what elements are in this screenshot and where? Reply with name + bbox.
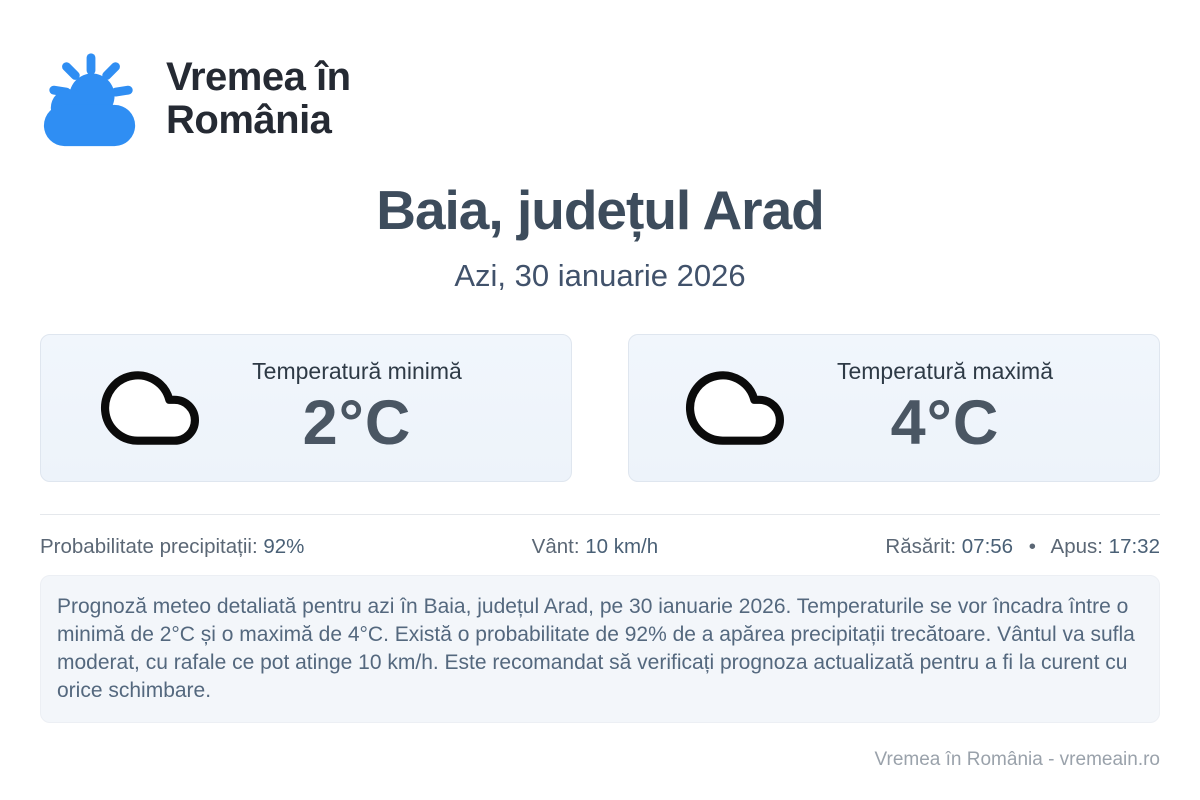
- precipitation-value: 92%: [263, 535, 305, 558]
- sunset-value: 17:32: [1108, 535, 1160, 558]
- forecast-description-box: [40, 575, 1160, 723]
- divider: [40, 514, 1160, 515]
- wind-value: 10 km/h: [585, 535, 659, 558]
- card-min-temperature: [40, 334, 572, 482]
- min-temperature-label: Temperatură minimă: [252, 357, 462, 384]
- wind-label: Vânt:: [531, 535, 580, 558]
- page-title: Baia, județul Arad: [376, 179, 824, 241]
- min-temperature-value: 2°C: [302, 387, 412, 458]
- sunrise-value: 07:56: [961, 535, 1014, 558]
- temperature-cards: [40, 334, 1160, 482]
- details-row: [40, 535, 1160, 559]
- precipitation-detail: [40, 535, 304, 559]
- max-temperature-value: 4°C: [890, 387, 1000, 458]
- max-temperature-label: Temperatură maximă: [836, 357, 1054, 384]
- sun-cloud-logo-icon[interactable]: [40, 46, 142, 152]
- header: [40, 46, 1160, 152]
- page-subtitle: Azi, 30 ianuarie 2026: [454, 258, 746, 293]
- forecast-description: Prognoză meteo detaliată pentru azi în Baia, județul Arad, pe 30 ianuarie 2026. Temperaturile se vor încadra între o minimă de 2°C și o maximă de 4°C. Există o probabilitate de 92% de a apărea precipitații trecătoare. Vântul va sufla moderat, cu rafale ce pot atinge 10 km/h. Este recomandat să verificați prognoza actualizată pentru a fi la curent cu orice schimbare.: [57, 595, 1135, 702]
- cloud-icon: [675, 359, 795, 457]
- card-text: [252, 358, 462, 459]
- card-text: [837, 358, 1053, 459]
- wind-detail: [532, 535, 659, 559]
- sun-detail: [885, 535, 1160, 559]
- logo-text[interactable]: Vremea în România: [166, 54, 351, 142]
- card-max-temperature: [628, 334, 1160, 482]
- cloud-icon: [90, 359, 210, 457]
- sunset-label: Apus:: [1050, 535, 1103, 558]
- precipitation-label: Probabilitate precipitații:: [40, 535, 258, 558]
- dot-separator: •: [1028, 535, 1036, 558]
- sunrise-label: Răsărit:: [885, 535, 957, 558]
- footer-credit: Vremea în România - vremeain.ro: [874, 748, 1160, 770]
